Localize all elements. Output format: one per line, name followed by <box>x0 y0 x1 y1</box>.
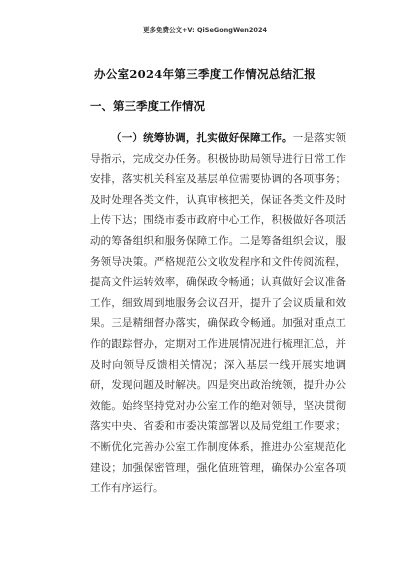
document-title: 办公室2024年第三季度工作情况总结汇报 <box>93 67 316 81</box>
section-heading: 一、第三季度工作情况 <box>90 99 205 113</box>
body-paragraph <box>90 128 346 499</box>
paragraph-text: 一是落实领导指示，完成交办任务。积极协助局领导进行日常工作安排，落实机关科室及基层单位需要协调的各项事务；及时处理各类文件，认真审核把关，保证各类文件及时上传下达；围绕市委市政府中心工作，积极做好各项活动的筹备组织和服务保障工作。二是筹备组织会议，服务领导决策。严格规范公文收发程序和文件传阅流程，提高文件运转效率，确保政令畅通；认真做好会议准备工作，细致周到地服务会议召开，提升了会议质量和效果。三是精细督办落实，确保政令畅通。加强对重点工作的跟踪督办，定期对工作进展情况进行梳理汇总，并及时向领导反馈相关情况；深入基层一线开展实地调研，发现问题及时解决。四是突出政治统领，提升办公效能。始终坚持党对办公室工作的绝对领导，坚决贯彻落实中央、省委和市委决策部署以及局党组工作要求；不断优化完善办公室工作制度体系，推进办公室规范化建设；加强保密管理，强化值班管理，确保办公室各项工作有序运行。 <box>90 132 347 495</box>
subsection-heading: （一）统筹协调，扎实做好保障工作。 <box>111 132 293 144</box>
header-note: 更多免费公文+V: QiSeGongWen2024 <box>142 26 268 34</box>
